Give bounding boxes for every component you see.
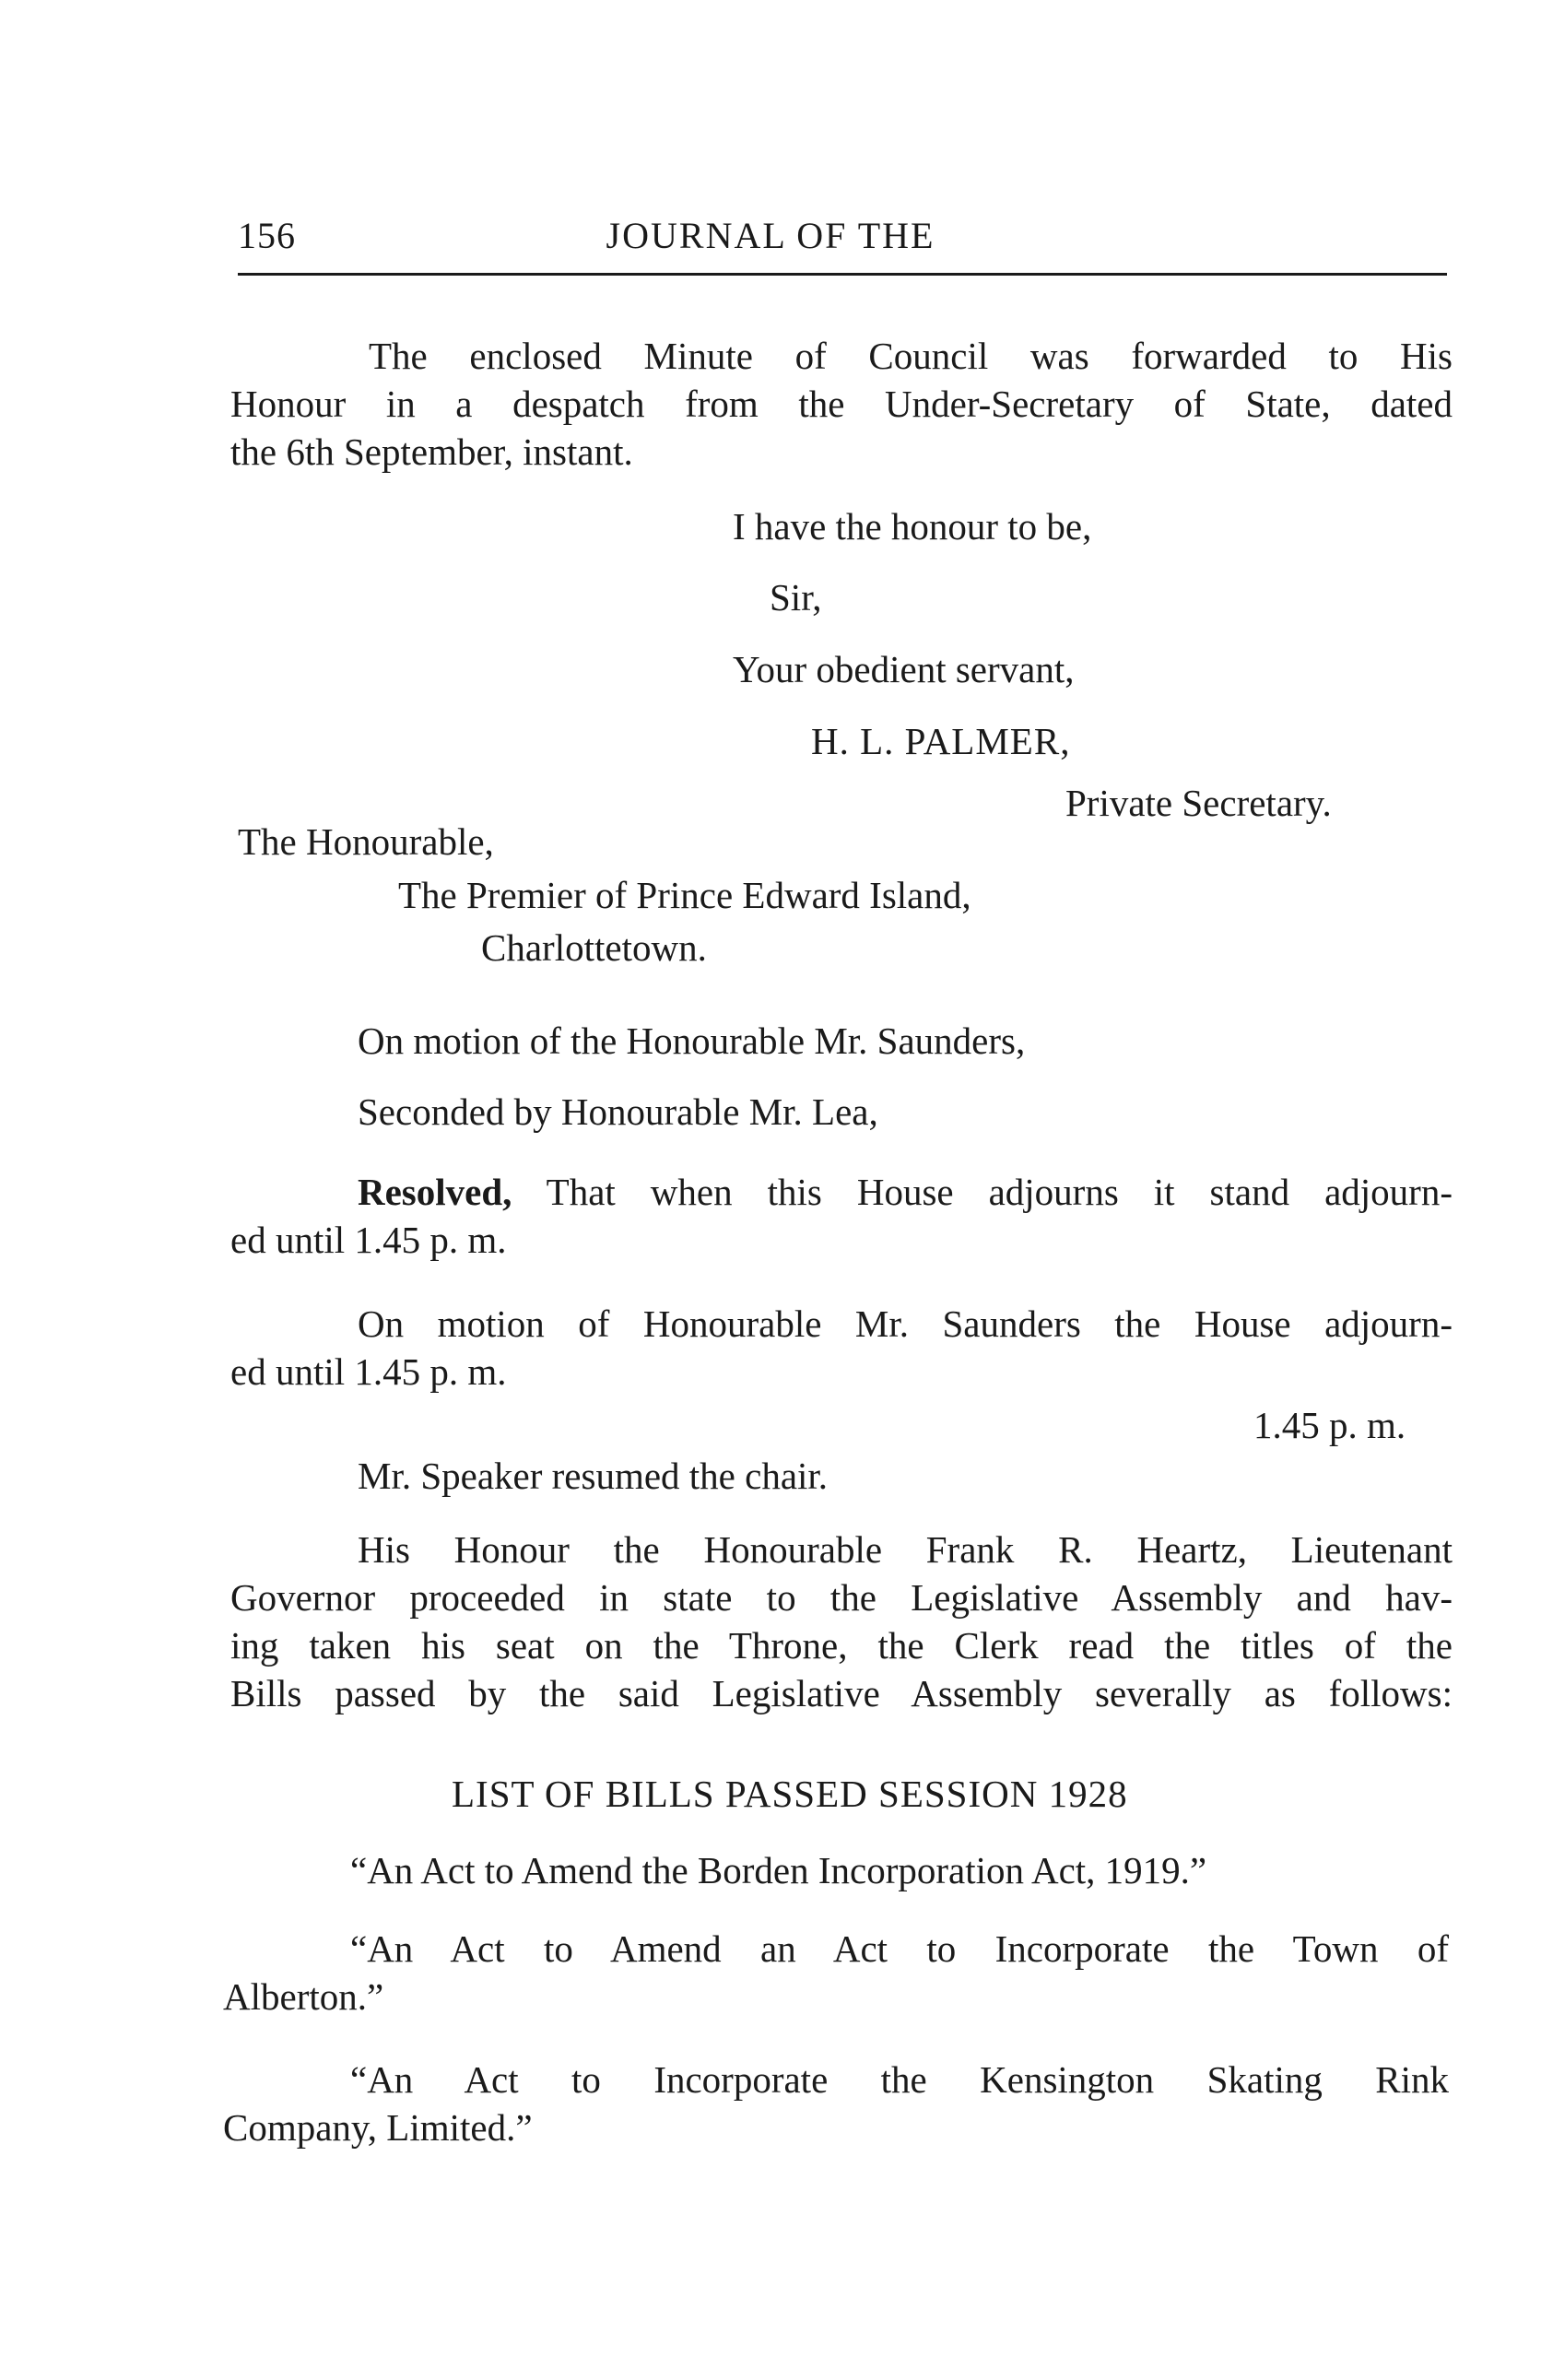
resolved-label: Resolved, [358, 1171, 512, 1213]
letter-body-line: The enclosed Minute of Council was forwarded to His [369, 335, 1453, 377]
letter-signature: H. L. PALMER, [811, 720, 1071, 762]
resolved-line-1 [230, 1168, 1453, 1216]
time-mark: 1.45 p. m. [1253, 1404, 1406, 1446]
letter-closing-2: Sir, [770, 576, 822, 619]
bills-heading: LIST OF BILLS PASSED SESSION 1928 [452, 1773, 1128, 1815]
seconded-line: Seconded by Honourable Mr. Lea, [358, 1090, 878, 1133]
addressee-line-1: The Honourable, [238, 820, 494, 863]
letter-body-line: Honour in a despatch from the Under-Secretary of State, dated [230, 383, 1453, 425]
letter-closing-1: I have the honour to be, [733, 505, 1092, 548]
bill-3-line-2: Company, Limited.” [223, 2106, 533, 2149]
letter-signature-title: Private Secretary. [1065, 782, 1332, 824]
speaker-line: Mr. Speaker resumed the chair. [358, 1455, 829, 1497]
honour-line: His Honour the Honourable Frank R. Heartz, Lieutenant [358, 1528, 1453, 1571]
page-number: 156 [238, 215, 296, 256]
letter-body-line: the 6th September, instant. [230, 430, 633, 473]
bill-3 [223, 2056, 1449, 2151]
addressee-line-2: The Premier of Prince Edward Island, [398, 874, 971, 916]
motion-2-line-1: On motion of Honourable Mr. Saunders the House adjourn- [358, 1302, 1453, 1345]
addressee-line-3: Charlottetown. [481, 926, 707, 969]
motion-2-paragraph [230, 1300, 1453, 1396]
bill-1: “An Act to Amend the Borden Incorporation Act, 1919.” [350, 1849, 1207, 1891]
resolved-paragraph [230, 1168, 1453, 1264]
bill-2 [223, 1925, 1449, 2021]
header-rule [238, 273, 1447, 276]
honour-paragraph [230, 1526, 1453, 1717]
honour-line: ing taken his seat on the Throne, the Clerk read the titles of the [230, 1624, 1453, 1667]
bill-2-line-2: Alberton.” [223, 1975, 384, 2018]
resolved-text: That when this House adjourns it stand adjourn- [546, 1171, 1453, 1213]
running-title: JOURNAL OF THE [606, 215, 935, 256]
letter-body [230, 332, 1453, 476]
resolved-line-2: ed until 1.45 p. m. [230, 1219, 507, 1261]
motion-1: On motion of the Honourable Mr. Saunders, [358, 1019, 1026, 1062]
honour-line: Bills passed by the said Legislative Assembly severally as follows: [230, 1672, 1453, 1714]
motion-2-line-2: ed until 1.45 p. m. [230, 1350, 507, 1393]
letter-closing-3: Your obedient servant, [733, 648, 1075, 690]
honour-line: Governor proceeded in state to the Legislative Assembly and hav- [230, 1576, 1453, 1619]
bill-2-line-1: “An Act to Amend an Act to Incorporate the Town of [350, 1927, 1449, 1970]
bill-3-line-1: “An Act to Incorporate the Kensington Skating Rink [350, 2058, 1449, 2101]
